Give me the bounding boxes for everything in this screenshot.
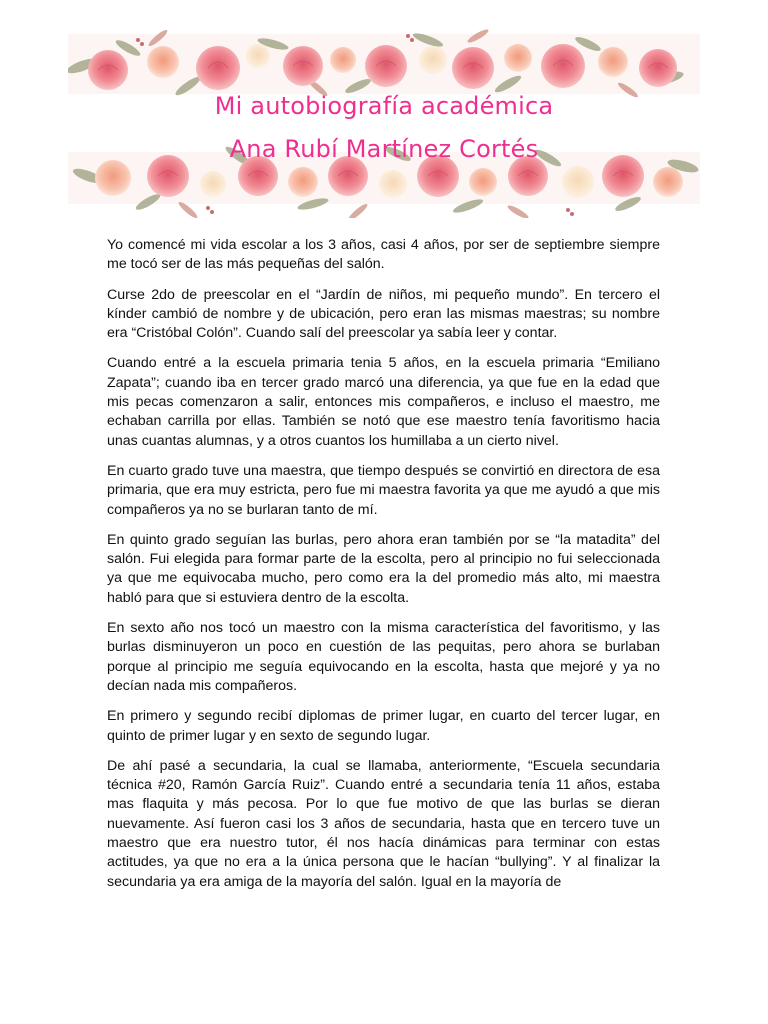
paragraph: De ahí pasé a secundaria, la cual se llamaba, anteriormente, “Escuela secundaria técnica #20, Ramón García Ruiz”. Cuando entré a secundaria tenía 11 años, estaba mas flaquita y más pecosa. Por lo que fue motivo de que las burlas se dieran nuevamente. Así fueron casi los 3 años de secundaria, hasta que en tercero tuve un maestro que era nuestro tutor, él nos hacía dinámicas para terminar con estas actitudes, ya que no era a la única persona que le hacían “bullying”. Y al finalizar la secundaria ya era amiga de la mayoría del salón. Igual en la mayoría de bbox=[107, 757, 660, 890]
floral-banner-art bbox=[68, 26, 700, 218]
author-name: Ana Rubí Martínez Cortés bbox=[229, 135, 539, 163]
paragraph: En primero y segundo recibí diplomas de primer lugar, en cuarto del tercer lugar, en quinto de primer lugar y en sexto de segundo lugar. bbox=[107, 708, 660, 744]
paragraph: Curse 2do de preescolar en el “Jardín de niños, mi pequeño mundo”. En tercero el kínder cambió de nombre y de ubicación, pero eran las mismas maestras; su nombre era “Cristóbal Colón”. Cuando salí del preescolar ya sabía leer y contar. bbox=[107, 286, 660, 342]
paragraph: En sexto año nos tocó un maestro con la misma característica del favoritismo, y las burlas disminuyeron un poco en cuestión de las pequitas, pero ahora se burlaban porque al principio me seguía equivocando en la escolta, hasta que mejoré y ya no decían nada mis compañeros. bbox=[107, 620, 660, 694]
document-title: Mi autobiografía académica bbox=[214, 92, 554, 120]
paragraph: Yo comencé mi vida escolar a los 3 años, casi 4 años, por ser de septiembre siempre me tocó ser de las más pequeñas del salón. bbox=[107, 237, 660, 273]
floral-banner bbox=[68, 26, 700, 218]
paragraph: Cuando entré a la escuela primaria tenia 5 años, en la escuela primaria “Emiliano Zapata”; cuando iba en tercer grado marcó una diferencia, ya que fue en la edad que mis pecas comenzaron a salir, entonces mis compañeros, e incluso el maestro, me echaban carrilla por ellas. También se notó que ese maestro tenía favoritismo hacia unas cuantas alumnas, y a otros cuantos los humillaba a un cierto nivel. bbox=[107, 355, 660, 449]
document-body bbox=[107, 236, 660, 903]
paragraph: En cuarto grado tuve una maestra, que tiempo después se convirtió en directora de esa primaria, que era muy estricta, pero fue mi maestra favorita ya que me ayudó a que mis compañeros ya no se burlaran tanto de mí. bbox=[107, 462, 660, 518]
paragraph: En quinto grado seguían las burlas, pero ahora eran también por se “la matadita” del salón. Fui elegida para formar parte de la escolta, pero al principio no fui seleccionada ya que me equivocaba mucho, pero como era la del promedio más alto, mi maestra habló para que si estuviera dentro de la escolta. bbox=[107, 531, 660, 606]
